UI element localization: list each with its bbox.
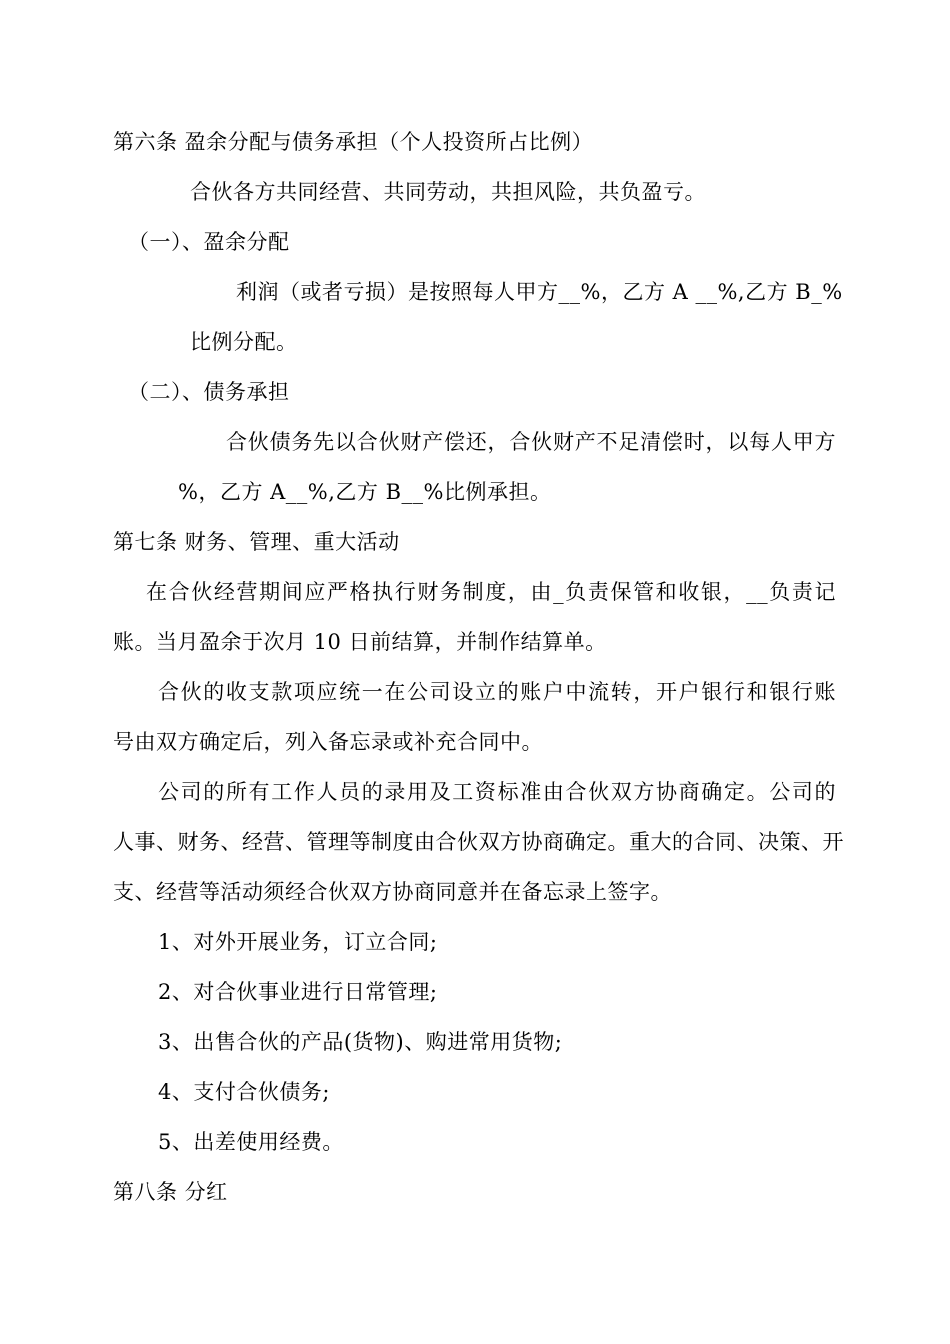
profit-distribution-text-line2: 比例分配。 — [190, 330, 298, 354]
debt-bearing-subheading: （二）、债务承担 — [128, 380, 290, 404]
list-item: 1、对外开展业务，订立合同; — [158, 930, 438, 954]
article-6-intro: 合伙各方共同经营、共同劳动，共担风险，共负盈亏。 — [190, 180, 706, 204]
list-item: 2、对合伙事业进行日常管理; — [158, 980, 438, 1004]
accounts-paragraph-line2: 号由双方确定后，列入备忘录或补充合同中。 — [113, 730, 543, 754]
finance-paragraph-line2: 账。当月盈余于次月 10 日前结算，并制作结算单。 — [113, 630, 607, 654]
debt-bearing-text-line1: 合伙债务先以合伙财产偿还，合伙财产不足清偿时，以每人甲方 — [226, 430, 836, 454]
finance-paragraph-line1: 在合伙经营期间应严格执行财务制度，由_负责保管和收银，__负责记 — [146, 580, 836, 604]
list-item: 4、支付合伙债务; — [158, 1080, 330, 1104]
profit-distribution-subheading: （一）、盈余分配 — [128, 230, 290, 254]
staff-paragraph-line3: 支、经营等活动须经合伙双方协商同意并在备忘录上签字。 — [113, 880, 672, 904]
staff-paragraph-line2: 人事、财务、经营、管理等制度由合伙双方协商确定。重大的合同、决策、开 — [113, 830, 844, 854]
article-6-heading: 第六条 盈余分配与债务承担（个人投资所占比例） — [113, 130, 594, 154]
accounts-paragraph-line1: 合伙的收支款项应统一在公司设立的账户中流转，开户银行和银行账 — [158, 680, 836, 704]
list-item: 3、出售合伙的产品(货物)、购进常用货物; — [158, 1030, 563, 1054]
article-7-heading: 第七条 财务、管理、重大活动 — [113, 530, 400, 554]
debt-bearing-text-line2: %，乙方 A__%,乙方 B__%比例承担。 — [178, 480, 552, 504]
article-8-heading: 第八条 分红 — [113, 1180, 228, 1204]
list-item: 5、出差使用经费。 — [158, 1130, 344, 1154]
profit-distribution-text-line1: 利润（或者亏损）是按照每人甲方__%，乙方 A __%,乙方 B_% — [236, 280, 843, 304]
staff-paragraph-line1: 公司的所有工作人员的录用及工资标准由合伙双方协商确定。公司的 — [158, 780, 836, 804]
